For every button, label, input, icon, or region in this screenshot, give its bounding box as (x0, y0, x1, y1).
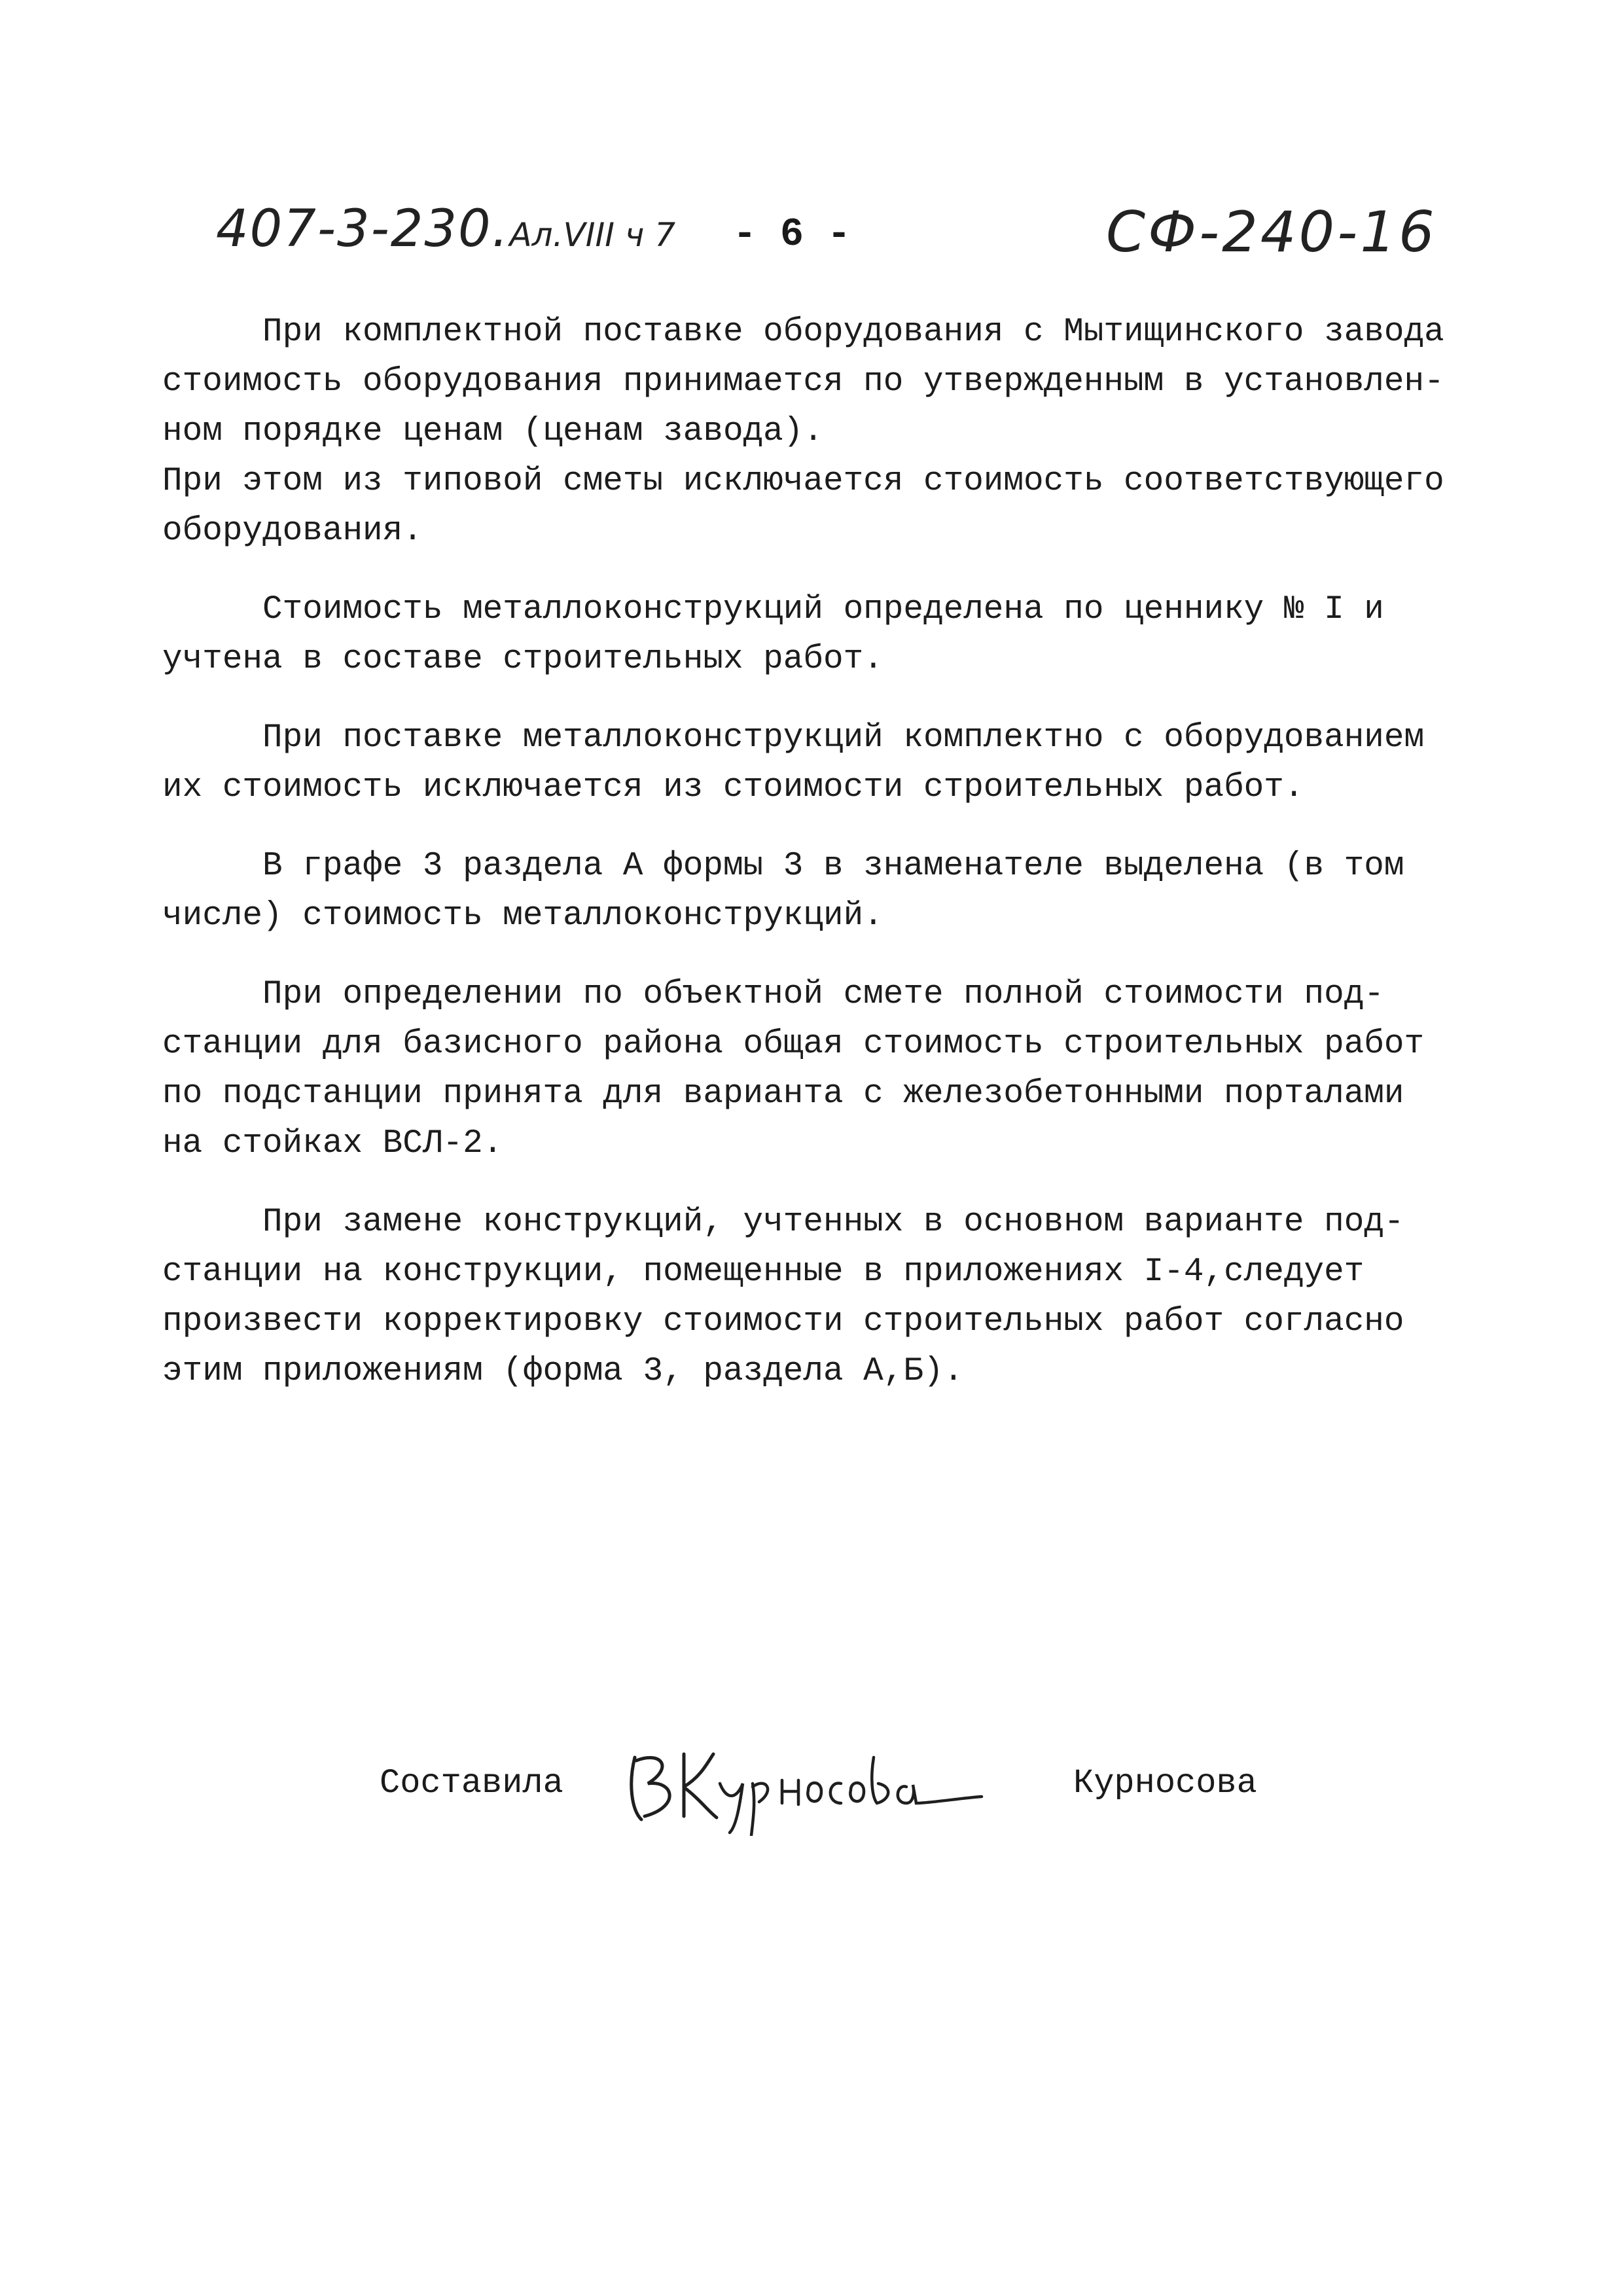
paragraph-object-estimate (162, 970, 1465, 1169)
signature-block (380, 1738, 1492, 1842)
text-line: произвести корректировку стоимости строительных работ согласно (162, 1303, 1404, 1340)
text-line: по подстанции принята для варианта с железобетонными порталами (162, 1075, 1404, 1113)
text-line: станции на конструкции, помещенные в приложениях I-4,следует (162, 1253, 1364, 1291)
text-line: Стоимость металлоконструкций определена по ценнику № I и (162, 591, 1384, 628)
text-line: числе) стоимость металлоконструкций. (162, 897, 883, 935)
handwritten-signature (622, 1738, 988, 1836)
document-body (162, 308, 1465, 1426)
signature-label: Составила (380, 1764, 563, 1803)
text-line: их стоимость исключается из стоимости строительных работ. (162, 769, 1304, 806)
paragraph-metal-delivery (162, 713, 1465, 813)
paragraph-equipment-delivery (162, 308, 1465, 556)
paragraph-metal-cost (162, 585, 1465, 685)
paragraph-form-3 (162, 842, 1465, 941)
text-line: При комплектной поставке оборудования с Мытищинского завода (162, 314, 1444, 351)
text-line: этим приложениям (форма 3, раздела А,Б). (162, 1353, 964, 1390)
text-line: В графе 3 раздела А формы 3 в знаменателе выделена (в том (162, 848, 1404, 885)
text-line: на стойках ВСЛ-2. (162, 1125, 503, 1162)
text-line: учтена в составе строительных работ. (162, 641, 883, 678)
signer-name: Курносова (1073, 1764, 1257, 1803)
text-line: При замене конструкций, учтенных в основном варианте под- (162, 1204, 1404, 1241)
document-code-suffix: Ал.VIII ч 7 (509, 216, 676, 254)
text-line: стоимость оборудования принимается по утвержденным в установлен- (162, 363, 1444, 401)
text-line: оборудования. (162, 512, 423, 550)
document-code-main: 407-3-230. (216, 200, 510, 259)
text-line: При этом из типовой сметы исключается стоимость соответствующего (162, 463, 1444, 500)
text-line: При поставке металлоконструкций комплектно с оборудованием (162, 719, 1425, 757)
page-number: - 6 - (733, 213, 851, 257)
paragraph-replacement (162, 1198, 1465, 1397)
text-line: станции для базисного района общая стоимость строительных работ (162, 1026, 1425, 1063)
text-line: При определении по объектной смете полной стоимости под- (162, 976, 1384, 1013)
document-code (216, 200, 675, 259)
sheet-code: СФ-240-16 (1106, 200, 1437, 265)
text-line: ном порядке ценам (ценам завода). (162, 413, 823, 450)
